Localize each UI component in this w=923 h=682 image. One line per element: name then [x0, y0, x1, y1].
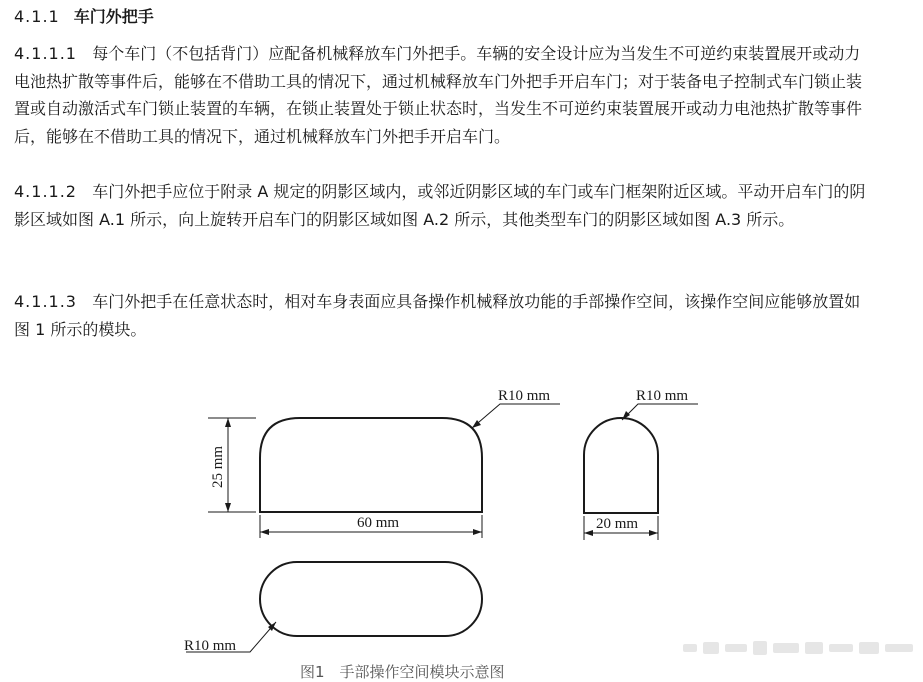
- watermark-logo: [683, 638, 915, 658]
- clause-number: 4.1.1.3: [14, 292, 77, 311]
- clause-number: 4.1.1.1: [14, 44, 77, 63]
- radius-label: R10 mm: [184, 638, 237, 654]
- module-shape-rounded-top-rect: [208, 388, 560, 538]
- clause-text: 每个车门（不包括背门）应配备机械释放车门外把手。车辆的安全设计应为当发生不可逆约束装置展开或动力电池热扩散等事件后，能够在不借助工具的情况下，通过机械释放车门外把手开启车门；对于装备电子控制式车门锁止装置或自动激活式车门锁止装置的车辆，在锁止装置处于锁止状态时，当发生不可逆约束装置展开或动力电池热扩散等事件后，能够在不借助工具的情况下，通过机械释放车门外把手开启车门。: [14, 44, 863, 146]
- radius-label: R10 mm: [498, 388, 551, 404]
- radius-label: R10 mm: [636, 388, 689, 404]
- width-label: 20 mm: [596, 516, 639, 532]
- module-shape-dome: [584, 388, 698, 540]
- clause-text: 车门外把手在任意状态时，相对车身表面应具备操作机械释放功能的手部操作空间，该操作空间应能够放置如图 1 所示的模块。: [14, 292, 861, 339]
- figure-caption: 图1 手部操作空间模块示意图: [300, 663, 505, 681]
- section-number: 4.1.1: [14, 7, 60, 26]
- module-shape-stadium: [184, 562, 482, 654]
- clause-text: 车门外把手应位于附录 A 规定的阴影区域内，或邻近阴影区域的车门或车门框架附近区域。平动开启车门的阴影区域如图 A.1 所示，向上旋转开启车门的阴影区域如图 A.2 所示，其他类型车门的阴影区域如图 A.3 所示。: [14, 182, 866, 229]
- width-label: 60 mm: [357, 515, 400, 531]
- section-title: 车门外把手: [73, 7, 154, 26]
- height-label: 25 mm: [210, 445, 226, 488]
- clause-number: 4.1.1.2: [14, 182, 77, 201]
